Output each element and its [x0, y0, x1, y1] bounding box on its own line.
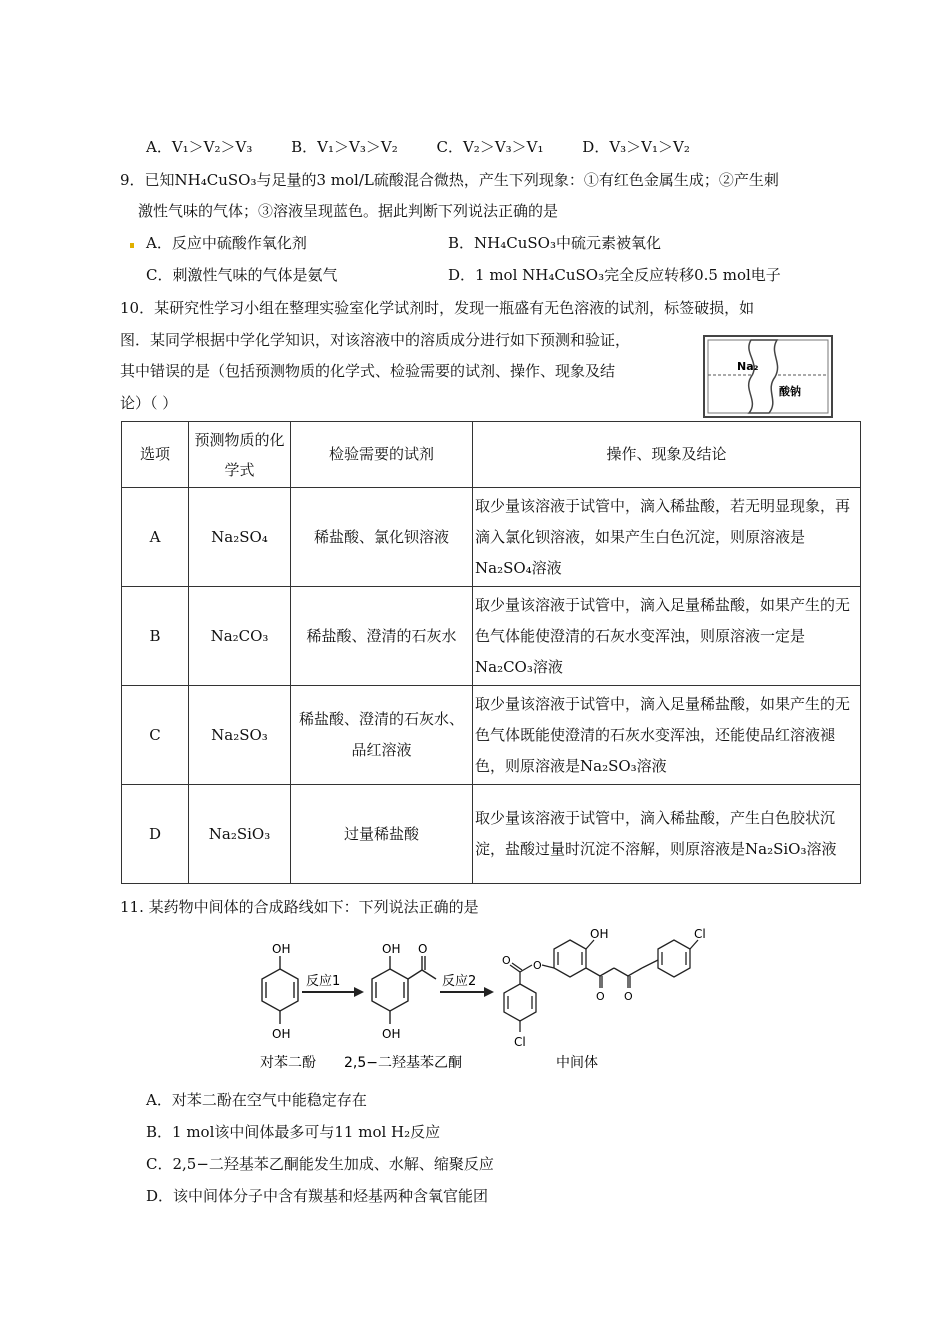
- q9-stem-line1: 9．已知NH₄CuSO₃与足量的3 mol/L硫酸混合微热，产生下列现象：①有红色金属生成；②产生刺: [120, 171, 779, 189]
- q11-option-b: B．1 mol该中间体最多可与11 mol H₂反应: [146, 1123, 441, 1141]
- q10-stem-line2: 图．某同学根据中学化学知识，对该溶液中的溶质成分进行如下预测和验证，: [120, 331, 631, 349]
- header-option: 选项: [122, 422, 189, 488]
- oh-label: OH: [590, 927, 609, 941]
- highlight-mark: [130, 243, 134, 248]
- table-header-row: [122, 422, 861, 488]
- row-a-reagent: 稀盐酸、氯化钡溶液: [291, 488, 473, 587]
- o-label: O: [502, 954, 511, 967]
- name-hydroquinone: 对苯二酚: [260, 1055, 316, 1071]
- name-intermediate: 中间体: [556, 1055, 598, 1071]
- row-c-formula: Na₂SO₃: [189, 686, 291, 785]
- reaction-2-label: 反应2: [442, 974, 477, 989]
- q8-option-c: C．V₂＞V₃＞V₁: [436, 138, 544, 156]
- table-row: [122, 488, 861, 587]
- row-c-ops: 取少量该溶液于试管中，滴入足量稀盐酸，如果产生的无色气体既能使澄清的石灰水变浑浊，还能使品红溶液褪色，则原溶液是Na₂SO₃溶液: [473, 686, 861, 785]
- row-d-reagent: 过量稀盐酸: [291, 785, 473, 884]
- row-b-reagent: 稀盐酸、澄清的石灰水: [291, 587, 473, 686]
- q8-options: [146, 137, 724, 157]
- table-row: [122, 587, 861, 686]
- q10-stem-line3: 其中错误的是（包括预测物质的化学式、检验需要的试剂、操作、现象及结: [120, 362, 616, 380]
- table-row: [122, 686, 861, 785]
- row-c-option: C: [122, 686, 189, 785]
- row-a-ops: 取少量该溶液于试管中，滴入稀盐酸，若无明显现象，再滴入氯化钡溶液，如果产生白色沉淀，则原溶液是Na₂SO₄溶液: [473, 488, 861, 587]
- q11-option-d: D．该中间体分子中含有羰基和烃基两种含氧官能团: [146, 1187, 489, 1205]
- reaction-1-label: 反应1: [306, 974, 341, 989]
- cl-label: Cl: [514, 1035, 526, 1049]
- header-formula: 预测物质的化学式: [189, 422, 291, 488]
- cl-label: Cl: [694, 927, 706, 941]
- o-label: O: [624, 990, 633, 1003]
- q11-option-c: C．2,5−二羟基苯乙酮能发生加成、水解、缩聚反应: [146, 1155, 494, 1173]
- row-d-formula: Na₂SiO₃: [189, 785, 291, 884]
- row-c-reagent: 稀盐酸、澄清的石灰水、品红溶液: [291, 686, 473, 785]
- header-reagent: 检验需要的试剂: [291, 422, 473, 488]
- q8-option-a: A．V₁＞V₂＞V₃: [146, 138, 253, 156]
- o-label: O: [596, 990, 605, 1003]
- q11-stem: 11. 某药物中间体的合成路线如下：下列说法正确的是: [120, 898, 479, 916]
- q10-stem-line4: 论）（ ）: [120, 394, 178, 412]
- row-d-option: D: [122, 785, 189, 884]
- table-row: [122, 785, 861, 884]
- row-a-option: A: [122, 488, 189, 587]
- oh-label: OH: [382, 1027, 401, 1041]
- oh-label: OH: [272, 1027, 291, 1041]
- label-text-left: Na₂: [737, 360, 759, 373]
- row-b-formula: Na₂CO₃: [189, 587, 291, 686]
- dihydroxyacetophenone-structure: [372, 956, 436, 1024]
- name-acetophenone: 2,5−二羟基苯乙酮: [344, 1055, 462, 1071]
- hydroquinone-structure: [262, 956, 298, 1024]
- q10-table: [121, 421, 861, 884]
- q8-option-d: D．V₃＞V₁＞V₂: [582, 138, 690, 156]
- o-label: O: [533, 959, 542, 972]
- intermediate-structure: [504, 940, 698, 1032]
- label-text-right: 酸钠: [779, 385, 801, 398]
- q9-option-a: A．反应中硫酸作氧化剂: [146, 234, 307, 252]
- q11-option-a: A．对苯二酚在空气中能稳定存在: [146, 1091, 367, 1109]
- oh-label: OH: [272, 942, 291, 956]
- row-b-ops: 取少量该溶液于试管中，滴入足量稀盐酸，如果产生的无色气体能使澄清的石灰水变浑浊，则原溶液一定是Na₂CO₃溶液: [473, 587, 861, 686]
- q10-stem-line1: 10．某研究性学习小组在整理实验室化学试剂时，发现一瓶盛有无色溶液的试剂，标签破损，如: [120, 299, 755, 317]
- q9-stem-line2: 激性气味的气体；③溶液呈现蓝色。据此判断下列说法正确的是: [138, 202, 559, 220]
- row-a-formula: Na₂SO₄: [189, 488, 291, 587]
- row-d-ops: 取少量该溶液于试管中，滴入稀盐酸，产生白色胶状沉淀，盐酸过量时沉淀不溶解，则原溶液是Na₂SiO₃溶液: [473, 785, 861, 884]
- q9-option-b: B．NH₄CuSO₃中硫元素被氧化: [448, 234, 661, 252]
- header-ops: 操作、现象及结论: [473, 422, 861, 488]
- q9-option-c: C．刺激性气味的气体是氨气: [146, 266, 338, 284]
- oh-label: OH: [382, 942, 401, 956]
- q9-option-d: D．1 mol NH₄CuSO₃完全反应转移0.5 mol电子: [448, 266, 781, 284]
- broken-label-figure: [703, 335, 833, 418]
- row-b-option: B: [122, 587, 189, 686]
- q8-option-b: B．V₁＞V₃＞V₂: [291, 138, 398, 156]
- o-label: O: [418, 942, 428, 956]
- synthesis-scheme: [250, 920, 710, 1080]
